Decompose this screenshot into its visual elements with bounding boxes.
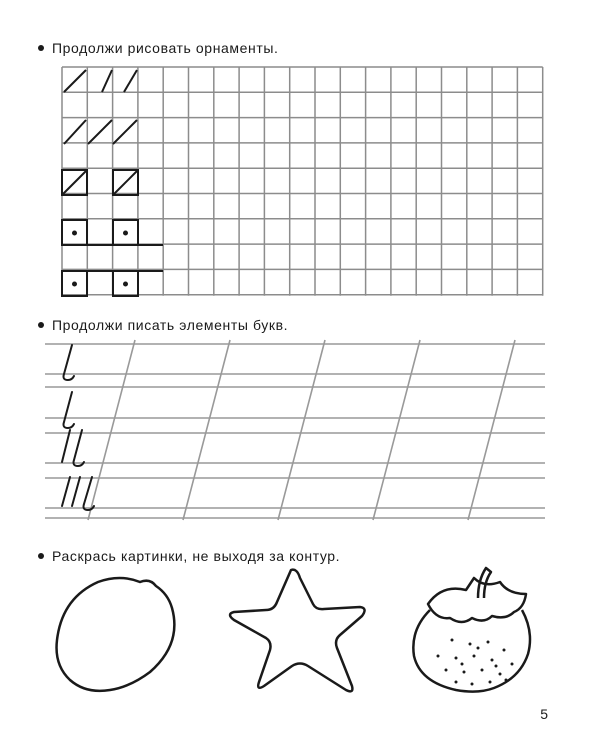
letter-element bbox=[74, 430, 85, 466]
ornament-dot bbox=[73, 283, 76, 286]
bullet-icon bbox=[38, 322, 44, 328]
ornament-dot bbox=[124, 283, 127, 286]
letter-element bbox=[72, 477, 80, 506]
ornament-slash bbox=[124, 70, 137, 92]
letter-element bbox=[62, 430, 70, 462]
slant-line bbox=[278, 340, 325, 520]
star-outline bbox=[230, 570, 365, 692]
slant-line bbox=[88, 340, 135, 520]
ornament-grid bbox=[0, 0, 600, 300]
ornament-slash bbox=[113, 170, 138, 195]
bullet-icon bbox=[38, 553, 44, 559]
coloring-pictures bbox=[0, 560, 600, 710]
letter-element bbox=[64, 392, 75, 428]
ornament-dot bbox=[124, 232, 127, 235]
lemon-outline bbox=[57, 578, 175, 691]
slant-lines bbox=[88, 340, 515, 520]
grid-lines bbox=[62, 67, 543, 296]
slant-line bbox=[373, 340, 420, 520]
ornament-slash bbox=[62, 170, 87, 195]
strawberry-body bbox=[413, 610, 530, 692]
ornament-slash bbox=[64, 120, 86, 144]
strawberry-drawing bbox=[413, 568, 530, 692]
ornament-slash bbox=[88, 120, 112, 144]
ornament-slash bbox=[102, 70, 112, 92]
strawberry-leaves bbox=[428, 578, 526, 622]
ornament-dot bbox=[73, 232, 76, 235]
slant-line bbox=[468, 340, 515, 520]
page-number: 5 bbox=[540, 706, 548, 722]
strawberry-seeds bbox=[437, 639, 514, 686]
instruction-letters-text: Продолжи писать элементы букв. bbox=[52, 317, 289, 333]
slant-line bbox=[183, 340, 230, 520]
instruction-coloring-text: Раскрась картинки, не выходя за контур. bbox=[52, 548, 341, 564]
ornament-slash bbox=[113, 120, 137, 144]
letter-element bbox=[62, 477, 70, 506]
ornament-slash bbox=[64, 70, 86, 92]
instruction-ornaments-text: Продолжи рисовать орнаменты. bbox=[52, 40, 279, 56]
letter-samples bbox=[62, 345, 94, 510]
handwriting-lines bbox=[0, 330, 600, 530]
ruled-lines bbox=[45, 344, 545, 518]
